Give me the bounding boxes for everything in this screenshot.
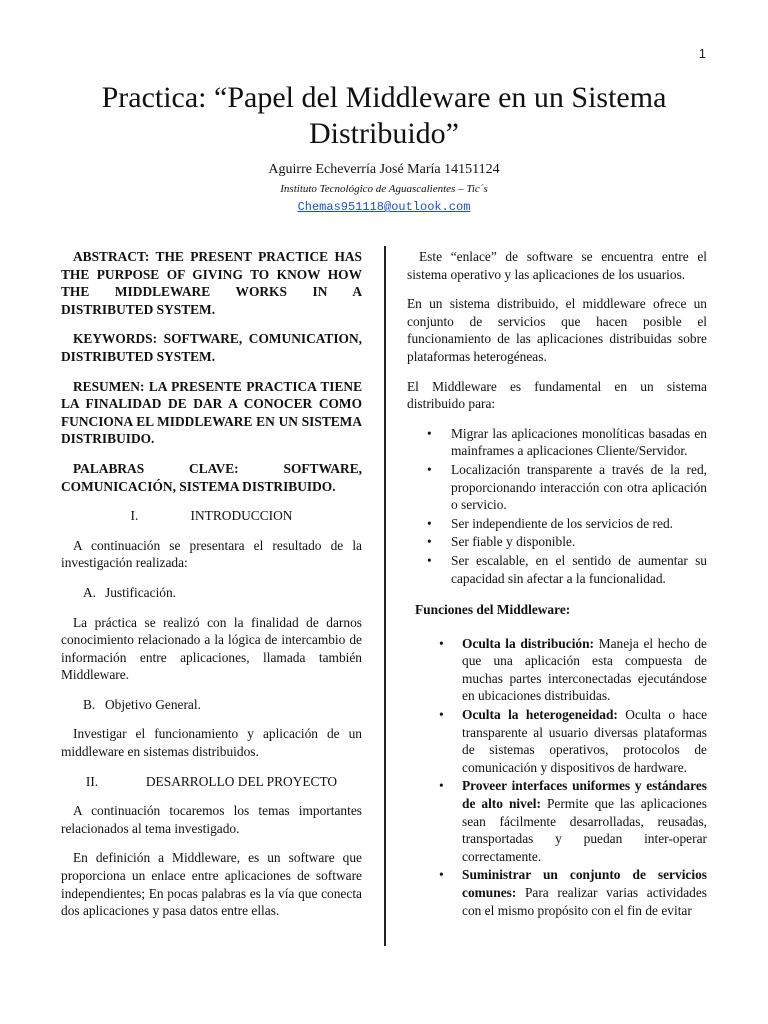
list-item: • Ser independiente de los servicios de red. xyxy=(427,515,673,531)
function-desc: Para realizar varias actividades con el mismo propósito con el fin de evitar xyxy=(462,885,707,918)
palabras-clave-paragraph: PALABRAS CLAVE: SOFTWARE, COMUNICACIÓN, SISTEMA DISTRIBUIDO. xyxy=(61,460,362,494)
purpose-list xyxy=(407,425,707,587)
function-term: Oculta la heterogeneidad: xyxy=(462,707,618,723)
bullet-icon: • xyxy=(439,707,444,723)
enlace-paragraph: Este “enlace” de software se encuentra entre el sistema operativo y las aplicaciones de los usuarios. xyxy=(407,249,707,282)
column-divider xyxy=(384,246,386,946)
list-item: • Localización transparente a través de la red, proporcionando interacción con otra aplicación o servicio. xyxy=(427,461,707,513)
objetivo-paragraph: Investigar el funcionamiento y aplicación de un middleware en sistemas distribuidos. xyxy=(61,726,362,760)
subsection-title: Justificación. xyxy=(105,584,177,600)
subheading-objetivo xyxy=(83,696,362,714)
bullet-icon: • xyxy=(439,635,444,651)
document-header xyxy=(0,80,768,215)
function-term: Oculta la distribución: xyxy=(462,635,595,651)
bullet-icon: • xyxy=(427,461,432,477)
desarrollo-paragraph-2: En definición a Middleware, es un software que proporciona un enlace entre aplicaciones de software independientes; En pocas palabras es la vía que conecta dos aplicaciones y pasa datos entre ellas. xyxy=(61,850,362,919)
author-line: Aguirre Echeverría José María 14151124 xyxy=(268,162,500,177)
subsection-title: Objetivo General. xyxy=(105,696,201,712)
section-title: DESARROLLO DEL PROYECTO xyxy=(145,773,338,789)
function-desc: Oculta o hace transparente al usuario diversas plataformas de sistemas operativos, protocolos de comunicación y dispositivos de hardware. xyxy=(462,707,708,775)
function-item xyxy=(407,777,707,865)
function-desc: Maneja el hecho de que una aplicación esta compuesta de muchas partes interconectadas ejecutándose en ubicaciones distribuidas. xyxy=(462,635,707,704)
function-term: Suministrar un conjunto de servicios comunes: xyxy=(462,867,707,900)
subheading-justificacion xyxy=(83,584,362,602)
list-item: • Ser escalable, en el sentido de aumentar su capacidad sin afectar a la funcionalidad. xyxy=(427,552,707,586)
section-title: INTRODUCCION xyxy=(190,508,293,524)
keywords-paragraph: KEYWORDS: SOFTWARE, COMUNICATION, DISTRIBUTED SYSTEM. xyxy=(61,331,362,364)
function-term: Proveer interfaces uniformes y estándares de alto nivel: xyxy=(462,778,707,812)
function-item xyxy=(407,866,707,919)
fundamental-paragraph: El Middleware es fundamental en un sistema distribuido para: xyxy=(407,378,707,412)
bullet-icon: • xyxy=(427,425,432,441)
bullet-icon: • xyxy=(439,778,444,794)
left-column xyxy=(61,248,362,932)
abstract-paragraph: ABSTRACT: THE PRESENT PRACTICE HAS THE PURPOSE OF GIVING TO KNOW HOW THE MIDDLEWARE WORKS IN A DISTRIBUTED SYSTEM. xyxy=(61,249,362,317)
sistema-distribuido-paragraph: En un sistema distribuido, el middleware ofrece un conjunto de servicios que hacen posible el funcionamiento de las aplicaciones distribuidas sobre plataformas heterogéneas. xyxy=(407,296,707,364)
section-number: II. xyxy=(85,773,99,789)
function-item xyxy=(407,635,707,705)
list-item: • Migrar las aplicaciones monolíticas basadas en mainframes a aplicaciones Cliente/Servidor. xyxy=(427,425,707,459)
document-title: Practica: “Papel del Middleware en un Sistema Distribuido” xyxy=(101,81,667,150)
bullet-icon: • xyxy=(427,534,432,550)
functions-list xyxy=(407,635,707,920)
section-number: I. xyxy=(130,508,139,524)
function-desc: Permite que las aplicaciones sean fácilmente desarrolladas, reusadas, transportadas y puedan inter-operar correctamente. xyxy=(462,796,707,864)
list-item: • Ser fiable y disponible. xyxy=(427,534,576,550)
right-column xyxy=(407,248,707,933)
funciones-heading: Funciones del Middleware: xyxy=(415,602,571,618)
bullet-icon: • xyxy=(439,867,444,883)
bullet-icon: • xyxy=(427,552,432,568)
email-link[interactable]: Chemas951118@outlook.com xyxy=(297,200,471,214)
intro-paragraph: A continuación se presentara el resultado de la investigación realizada: xyxy=(61,537,362,571)
section-heading-introduccion xyxy=(61,507,362,525)
subsection-number: A. xyxy=(83,584,97,600)
institute-line: Instituto Tecnológico de Aguascalientes – Tic´s xyxy=(280,183,488,195)
subsection-number: B. xyxy=(83,696,96,712)
resumen-paragraph: RESUMEN: LA PRESENTE PRACTICA TIENE LA FINALIDAD DE DAR A CONOCER COMO FUNCIONA EL MIDDLEWARE EN UN SISTEMA DISTRIBUIDO. xyxy=(61,378,362,447)
page-number: 1 xyxy=(698,46,706,61)
function-item xyxy=(407,706,707,776)
section-heading-desarrollo xyxy=(61,773,362,791)
justificacion-paragraph: La práctica se realizó con la finalidad de darnos conocimiento relacionado a la lógica de intercambio de información entre aplicaciones, llamada también Middleware. xyxy=(61,614,362,683)
bullet-icon: • xyxy=(427,515,432,531)
desarrollo-paragraph-1: A continuación tocaremos los temas importantes relacionados al tema investigado. xyxy=(61,803,362,836)
